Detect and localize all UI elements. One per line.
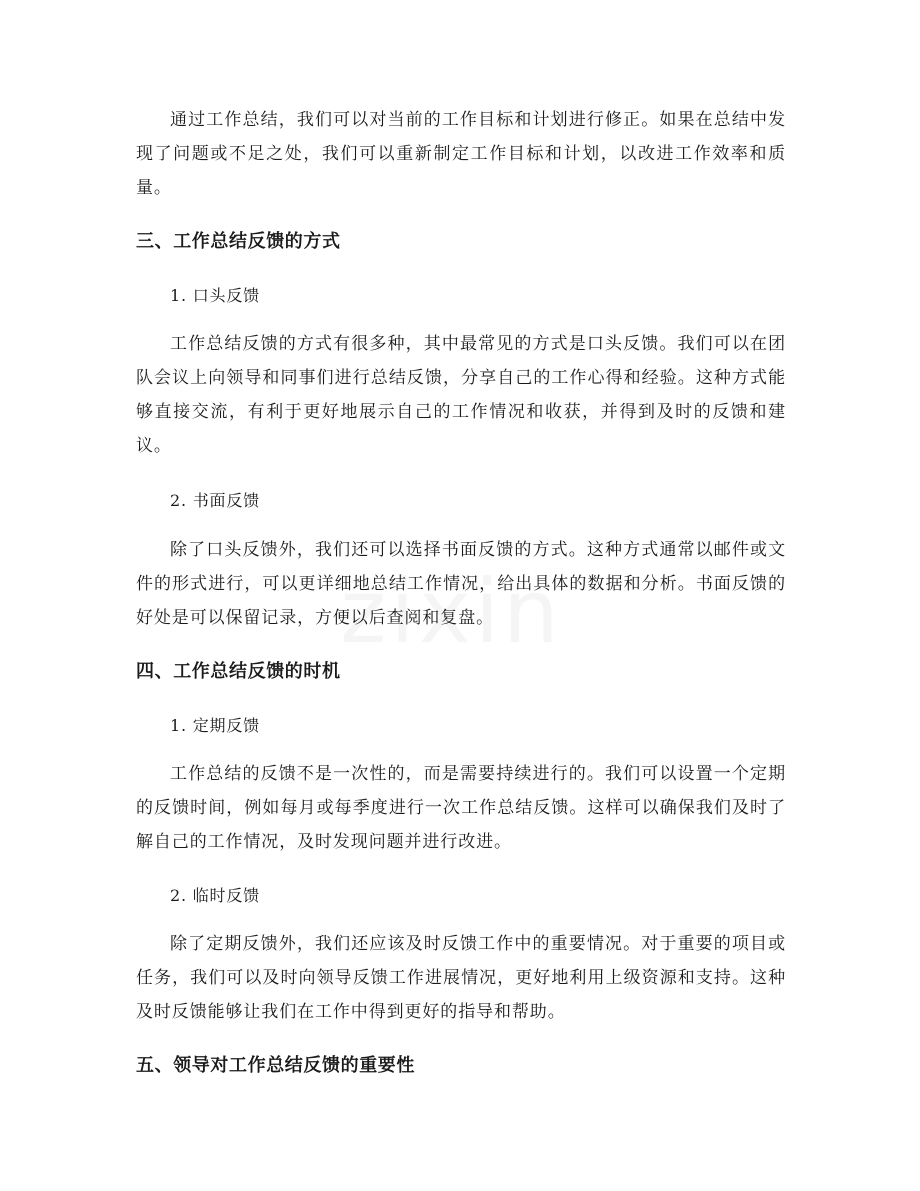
paragraph-written-feedback: 除了口头反馈外，我们还可以选择书面反馈的方式。这种方式通常以邮件或文件的形式进行，可以更详细地总结工作情况，给出具体的数据和分析。书面反馈的好处是可以保留记录，方便以后查阅和复盘。 <box>136 540 786 628</box>
paragraph-oral-feedback: 工作总结反馈的方式有很多种，其中最常见的方式是口头反馈。我们可以在团队会议上向领导和同事们进行总结反馈，分享自己的工作心得和经验。这种方式能够直接交流，有利于更好地展示自己的工作情况和收获，并得到及时的反馈和建议。 <box>136 334 786 456</box>
subheading-adhoc-feedback: 2. 临时反馈 <box>170 886 260 905</box>
paragraph-regular-feedback: 工作总结的反馈不是一次性的，而是需要持续进行的。我们可以设置一个定期的反馈时间，例如每月或每季度进行一次工作总结反馈。这样可以确保我们及时了解自己的工作情况，及时发现问题并进行改进。 <box>136 764 786 852</box>
subheading-oral-feedback: 1. 口头反馈 <box>170 286 260 305</box>
paragraph-adhoc-feedback: 除了定期反馈外，我们还应该及时反馈工作中的重要情况。对于重要的项目或任务，我们可以及时向领导反馈工作进展情况，更好地利用上级资源和支持。这种及时反馈能够让我们在工作中得到更好的指导和帮助。 <box>136 934 786 1022</box>
section-heading-5: 五、领导对工作总结反馈的重要性 <box>136 1055 415 1076</box>
subheading-written-feedback: 2. 书面反馈 <box>170 491 260 510</box>
section-heading-4: 四、工作总结反馈的时机 <box>136 661 341 682</box>
paragraph-intro: 通过工作总结，我们可以对当前的工作目标和计划进行修正。如果在总结中发现了问题或不足之处，我们可以重新制定工作目标和计划，以改进工作效率和质量。 <box>136 110 786 198</box>
section-heading-3: 三、工作总结反馈的方式 <box>136 231 341 252</box>
subheading-regular-feedback: 1. 定期反馈 <box>170 716 260 735</box>
